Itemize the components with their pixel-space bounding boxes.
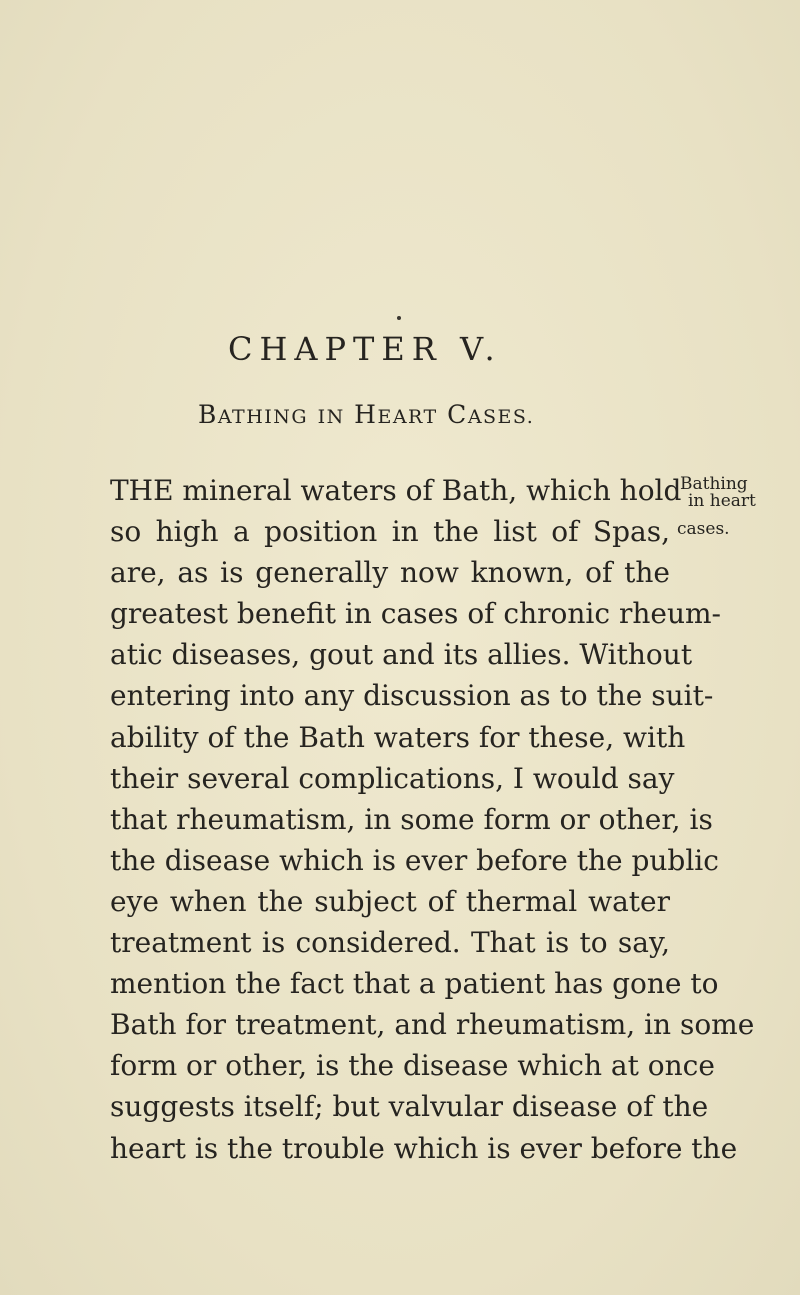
chapter-heading: CHAPTER V. bbox=[228, 330, 502, 368]
body-line: suggests itself; but valvular disease of the bbox=[110, 1090, 709, 1124]
body-line: that rheumatism, in some form or other, is bbox=[110, 802, 713, 836]
body-line: entering into any discussion as to the suit- bbox=[110, 679, 714, 713]
body-line: heart is the trouble which is ever before the bbox=[110, 1131, 738, 1165]
body-line: the disease which is ever before the public bbox=[110, 843, 719, 877]
section-title-word-rest: EART bbox=[377, 406, 438, 428]
body-line: form or other, is the disease which at once bbox=[110, 1049, 715, 1083]
section-title-middle-word: IN bbox=[317, 406, 345, 428]
body-line: atic diseases, gout and its allies. Without bbox=[110, 638, 693, 672]
section-title-word-rest: ATHING bbox=[217, 406, 309, 428]
body-line: treatment is considered. That is to say, bbox=[110, 926, 670, 960]
body-line: eye when the subject of thermal water bbox=[110, 884, 670, 918]
body-line: greatest benefit in cases of chronic rheum- bbox=[110, 597, 721, 631]
body-line: ability of the Bath waters for these, with bbox=[110, 720, 686, 754]
margin-note-line: Bathing bbox=[680, 474, 748, 494]
page-mark-dot bbox=[397, 316, 401, 320]
section-title-word-initial: H bbox=[354, 400, 378, 429]
body-line: THE mineral waters of Bath, which hold bbox=[110, 474, 682, 507]
section-title bbox=[198, 400, 534, 429]
body-line: so high a position in the list of Spas, bbox=[110, 515, 670, 549]
section-title-word-rest: ASES. bbox=[467, 406, 535, 428]
margin-note-line: in heart bbox=[688, 491, 756, 511]
section-title-word-initial: C bbox=[447, 400, 468, 429]
margin-note bbox=[670, 476, 770, 538]
body-line: are, as is generally now known, of the bbox=[110, 556, 670, 590]
body-line: Bath for treatment, and rheumatism, in some bbox=[110, 1008, 755, 1042]
section-title-word-initial: B bbox=[198, 400, 218, 429]
body-line: their several complications, I would say bbox=[110, 761, 675, 795]
body-line: mention the fact that a patient has gone to bbox=[110, 967, 719, 1001]
margin-note-line: cases. bbox=[677, 519, 730, 539]
